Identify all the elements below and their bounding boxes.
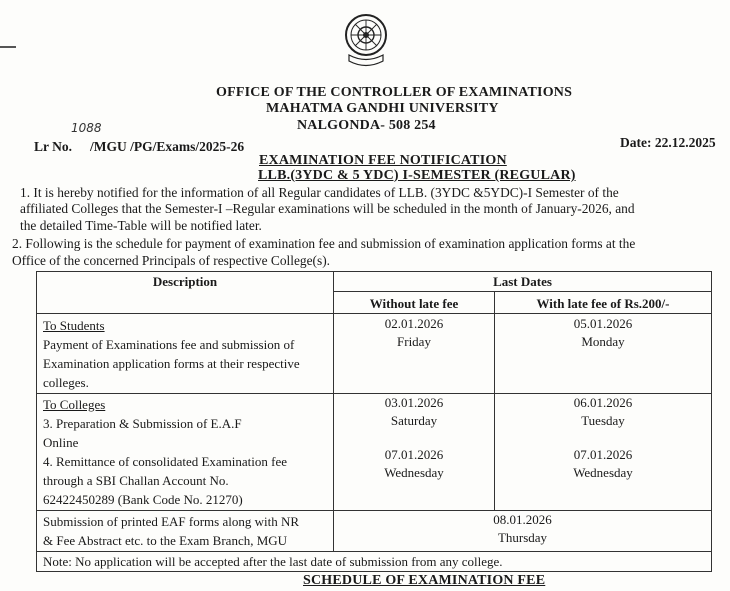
office-heading: OFFICE OF THE CONTROLLER OF EXAMINATIONS — [216, 85, 573, 100]
university-seal-icon — [343, 8, 389, 74]
colleges-item4-line3: 62422450289 (Bank Code No. 21270) — [43, 492, 243, 507]
colleges-item3-date-with-fee: 06.01.2026 — [573, 395, 633, 410]
letter-date: Date: 22.12.2025 — [620, 135, 716, 150]
table-header-row — [37, 272, 712, 292]
colleges-heading: To Colleges — [43, 397, 106, 412]
schedule-heading: SCHEDULE OF EXAMINATION FEE — [303, 573, 546, 588]
notification-title: EXAMINATION FEE NOTIFICATION — [259, 153, 507, 168]
table-row — [37, 511, 712, 552]
table-row — [37, 552, 712, 572]
colleges-item3-day-without-fee: Saturday — [390, 413, 438, 428]
table-row — [37, 394, 712, 511]
colleges-item4-date-without-fee: 07.01.2026 — [384, 447, 444, 462]
colleges-item3-line2: Online — [43, 435, 79, 450]
students-day-with-fee: Monday — [581, 334, 625, 349]
students-heading: To Students — [43, 318, 105, 333]
para1-line2: affiliated Colleges that the Semester-I –Regular examinations will be scheduled in the month of January-2026, and — [20, 201, 635, 216]
colleges-item4-line2: through a SBI Challan Account No. — [43, 473, 229, 488]
submission-date: 08.01.2026 — [493, 512, 552, 527]
letter-number-label: Lr No. — [34, 139, 73, 154]
colleges-item4-date-with-fee: 07.01.2026 — [573, 447, 633, 462]
university-location: NALGONDA- 508 254 — [297, 118, 436, 133]
students-day-without-fee: Friday — [397, 334, 431, 349]
submission-text-1: Submission of printed EAF forms along with NR — [43, 514, 300, 529]
colleges-item4-day-with-fee: Wednesday — [573, 465, 633, 480]
col-without-late-fee: Without late fee — [334, 292, 495, 314]
submission-text-2: & Fee Abstract etc. to the Exam Branch, MGU — [43, 533, 288, 548]
students-text-3: colleges. — [43, 375, 89, 390]
para1-line3: the detailed Time-Table will be notified later. — [20, 218, 262, 233]
scan-mark — [0, 46, 16, 48]
students-text-2: Examination application forms at their respective — [43, 356, 300, 371]
students-date-without-fee: 02.01.2026 — [384, 316, 444, 331]
fee-schedule-table — [36, 271, 712, 572]
para2-line1: 2. Following is the schedule for payment of examination fee and submission of examination application forms at the — [12, 236, 636, 251]
col-description: Description — [37, 272, 334, 314]
table-row — [37, 314, 712, 394]
colleges-item4-day-without-fee: Wednesday — [384, 465, 444, 480]
para2-line2: Office of the concerned Principals of respective College(s). — [12, 253, 331, 268]
submission-day: Thursday — [497, 530, 548, 545]
colleges-item4-line1: 4. Remittance of consolidated Examination fee — [43, 454, 288, 469]
para1-line1: 1. It is hereby notified for the information of all Regular candidates of LLB. (3YDC &5YDC)-I Semester of the — [20, 185, 619, 200]
students-text-1: Payment of Examinations fee and submission of — [43, 337, 295, 352]
note-text: Note: No application will be accepted after the last date of submission from any college. — [37, 552, 712, 572]
col-last-dates: Last Dates — [334, 272, 712, 292]
colleges-item3-line1: 3. Preparation & Submission of E.A.F — [43, 416, 242, 431]
handwritten-letter-number: 1088 — [71, 121, 102, 135]
university-name: MAHATMA GANDHI UNIVERSITY — [266, 101, 499, 116]
colleges-item3-date-without-fee: 03.01.2026 — [384, 395, 444, 410]
letter-number: /MGU /PG/Exams/2025-26 — [90, 139, 245, 154]
colleges-item3-day-with-fee: Tuesday — [581, 413, 625, 428]
col-with-late-fee: With late fee of Rs.200/- — [495, 292, 712, 314]
students-date-with-fee: 05.01.2026 — [573, 316, 633, 331]
notification-subtitle: LLB.(3YDC & 5 YDC) I-SEMESTER (REGULAR) — [258, 168, 576, 183]
